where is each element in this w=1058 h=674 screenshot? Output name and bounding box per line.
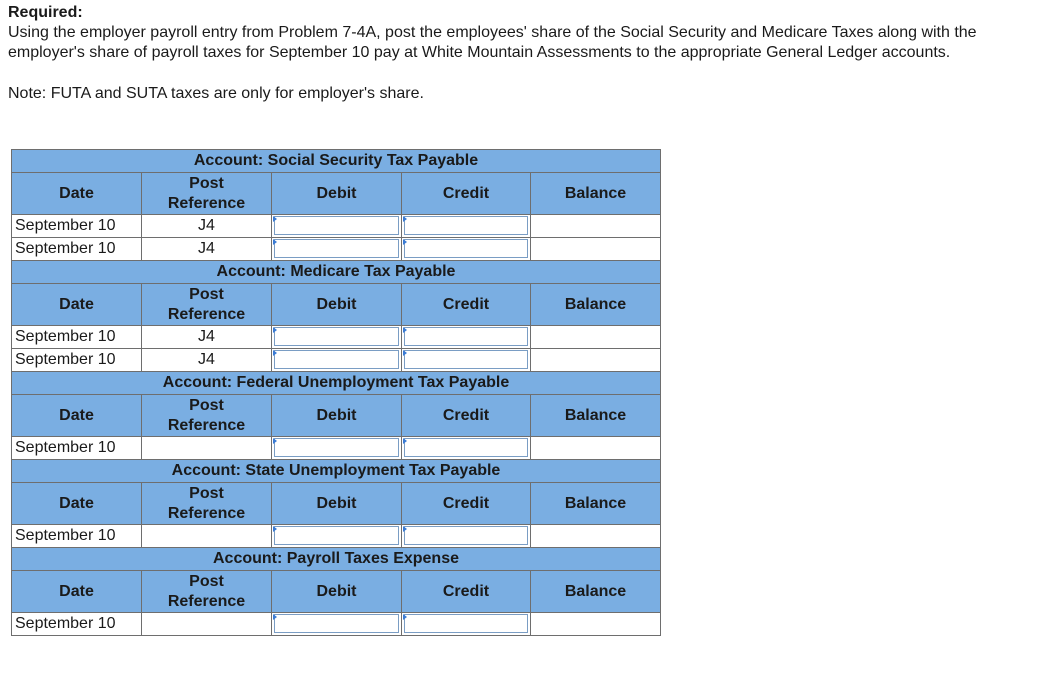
post-reference-header-line1: Post <box>189 285 224 303</box>
balance-header: Balance <box>531 483 661 525</box>
input-marker-icon <box>273 526 277 532</box>
input-marker-icon <box>403 526 407 532</box>
post-reference-cell: J4 <box>142 238 272 261</box>
post-reference-header-line1: Post <box>189 174 224 192</box>
input-marker-icon <box>273 327 277 333</box>
debit-cell <box>272 349 402 372</box>
account-title-row <box>12 150 661 173</box>
input-marker-icon <box>403 350 407 356</box>
input-marker-icon <box>403 239 407 245</box>
balance-cell <box>531 613 661 636</box>
ledger-row <box>12 525 661 548</box>
credit-header: Credit <box>402 284 531 326</box>
credit-input[interactable] <box>404 526 528 545</box>
post-reference-cell: J4 <box>142 349 272 372</box>
column-header-row <box>12 395 661 437</box>
post-reference-header-line2: Reference <box>167 416 246 434</box>
input-marker-icon <box>273 438 277 444</box>
input-marker-icon <box>403 438 407 444</box>
credit-input[interactable] <box>404 216 528 235</box>
balance-cell <box>531 238 661 261</box>
input-marker-icon <box>273 614 277 620</box>
post-reference-header <box>142 173 272 215</box>
post-reference-header-line2: Reference <box>167 305 246 323</box>
account-title: Account: Payroll Taxes Expense <box>12 548 661 571</box>
balance-cell <box>531 349 661 372</box>
ledger-row <box>12 613 661 636</box>
post-reference-header-line2: Reference <box>167 592 246 610</box>
debit-input[interactable] <box>274 614 399 633</box>
date-cell: September 10 <box>12 326 142 349</box>
balance-cell <box>531 215 661 238</box>
post-reference-header-line1: Post <box>189 396 224 414</box>
debit-input[interactable] <box>274 438 399 457</box>
required-heading: Required: <box>8 4 83 21</box>
credit-cell <box>402 238 531 261</box>
debit-input[interactable] <box>274 327 399 346</box>
credit-cell <box>402 613 531 636</box>
debit-header: Debit <box>272 483 402 525</box>
balance-header: Balance <box>531 395 661 437</box>
ledger-row <box>12 349 661 372</box>
account-title-row <box>12 372 661 395</box>
account-title-row <box>12 548 661 571</box>
credit-header: Credit <box>402 173 531 215</box>
account-title: Account: Federal Unemployment Tax Payable <box>12 372 661 395</box>
date-header: Date <box>12 284 142 326</box>
debit-input[interactable] <box>274 216 399 235</box>
debit-input[interactable] <box>274 350 399 369</box>
input-marker-icon <box>403 216 407 222</box>
date-cell: September 10 <box>12 215 142 238</box>
account-title: Account: State Unemployment Tax Payable <box>12 460 661 483</box>
credit-cell <box>402 215 531 238</box>
post-reference-header <box>142 571 272 613</box>
account-title: Account: Social Security Tax Payable <box>12 150 661 173</box>
credit-input[interactable] <box>404 350 528 369</box>
date-header: Date <box>12 395 142 437</box>
balance-cell <box>531 437 661 460</box>
input-marker-icon <box>273 239 277 245</box>
post-reference-cell <box>142 613 272 636</box>
ledger-row <box>12 238 661 261</box>
date-cell: September 10 <box>12 238 142 261</box>
credit-cell <box>402 525 531 548</box>
debit-cell <box>272 437 402 460</box>
date-header: Date <box>12 173 142 215</box>
post-reference-header-line2: Reference <box>167 194 246 212</box>
balance-header: Balance <box>531 284 661 326</box>
general-ledger-table <box>11 149 661 636</box>
debit-header: Debit <box>272 173 402 215</box>
debit-cell <box>272 238 402 261</box>
credit-cell <box>402 349 531 372</box>
column-header-row <box>12 483 661 525</box>
date-cell: September 10 <box>12 349 142 372</box>
post-reference-header-line2: Reference <box>167 504 246 522</box>
date-header: Date <box>12 571 142 613</box>
debit-cell <box>272 613 402 636</box>
date-header: Date <box>12 483 142 525</box>
post-reference-header-line1: Post <box>189 572 224 590</box>
input-marker-icon <box>403 327 407 333</box>
debit-header: Debit <box>272 395 402 437</box>
ledger-row <box>12 215 661 238</box>
post-reference-header <box>142 483 272 525</box>
balance-cell <box>531 525 661 548</box>
account-title-row <box>12 460 661 483</box>
post-reference-header <box>142 395 272 437</box>
credit-input[interactable] <box>404 327 528 346</box>
input-marker-icon <box>403 614 407 620</box>
credit-header: Credit <box>402 395 531 437</box>
date-cell: September 10 <box>12 613 142 636</box>
credit-input[interactable] <box>404 614 528 633</box>
post-reference-cell <box>142 525 272 548</box>
required-text: Using the employer payroll entry from Problem 7-4A, post the employees' share of the Social Security and Medicare Taxes along with the employer's share of payroll taxes for September 10 pay at White Mountain Assessments to the appropriate General Ledger accounts. <box>8 24 977 61</box>
note-text: Note: FUTA and SUTA taxes are only for employer's share. <box>8 85 424 102</box>
input-marker-icon <box>273 216 277 222</box>
post-reference-header <box>142 284 272 326</box>
post-reference-cell: J4 <box>142 215 272 238</box>
debit-header: Debit <box>272 571 402 613</box>
credit-input[interactable] <box>404 438 528 457</box>
date-cell: September 10 <box>12 525 142 548</box>
debit-header: Debit <box>272 284 402 326</box>
ledger-row <box>12 326 661 349</box>
balance-header: Balance <box>531 571 661 613</box>
column-header-row <box>12 173 661 215</box>
credit-input[interactable] <box>404 239 528 258</box>
instructions <box>8 3 1048 104</box>
credit-cell <box>402 437 531 460</box>
credit-cell <box>402 326 531 349</box>
date-cell: September 10 <box>12 437 142 460</box>
balance-header: Balance <box>531 173 661 215</box>
account-title: Account: Medicare Tax Payable <box>12 261 661 284</box>
debit-input[interactable] <box>274 239 399 258</box>
input-marker-icon <box>273 350 277 356</box>
credit-header: Credit <box>402 571 531 613</box>
post-reference-header-line1: Post <box>189 484 224 502</box>
post-reference-cell <box>142 437 272 460</box>
ledger-body <box>12 150 661 636</box>
debit-cell <box>272 215 402 238</box>
debit-input[interactable] <box>274 526 399 545</box>
debit-cell <box>272 326 402 349</box>
credit-header: Credit <box>402 483 531 525</box>
column-header-row <box>12 284 661 326</box>
account-title-row <box>12 261 661 284</box>
ledger-row <box>12 437 661 460</box>
post-reference-cell: J4 <box>142 326 272 349</box>
balance-cell <box>531 326 661 349</box>
debit-cell <box>272 525 402 548</box>
column-header-row <box>12 571 661 613</box>
